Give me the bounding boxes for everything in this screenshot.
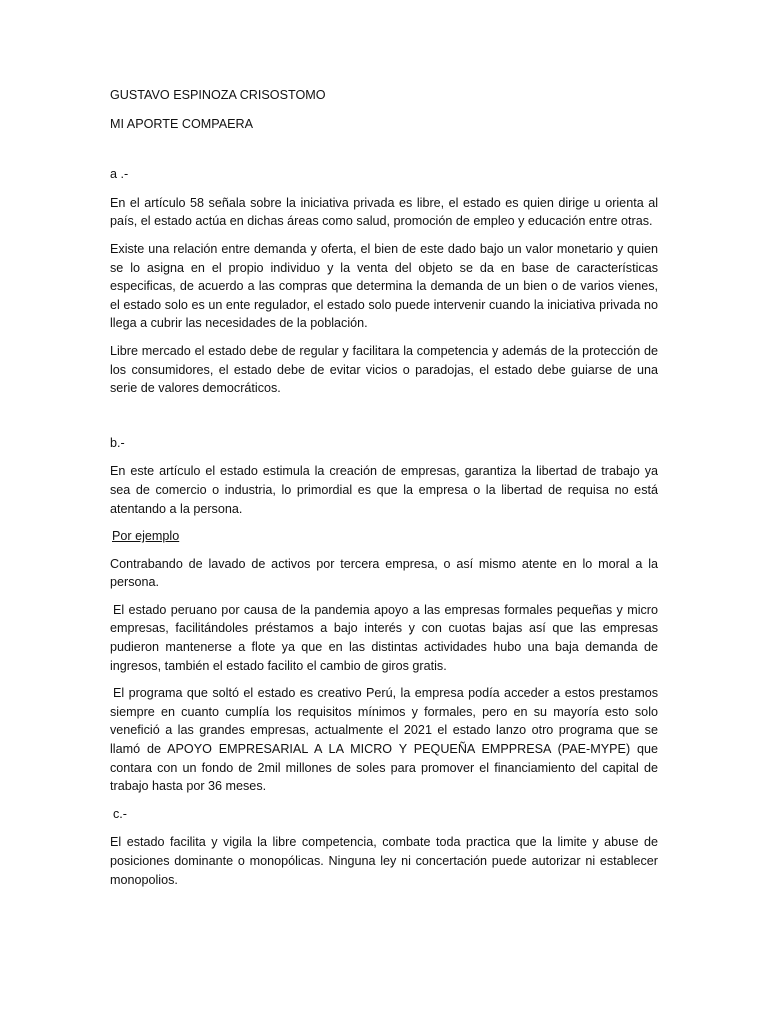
author-name: GUSTAVO ESPINOZA CRISOSTOMO: [110, 88, 326, 102]
section-b-paragraph-3: El programa que soltó el estado es creativo Perú, la empresa podía acceder a estos prestamos siempre en cuanto cumplía los requisitos mínimos y formales, pero en su mayoría esto solo venefició a las grandes empresas, actualmente el 2021 el estado lanzo otro programa que se llamó de APOYO EMPRESARIAL A LA MICRO Y PEQUEÑA EMPPRESA (PAE-MYPE) que contara con un fondo de 2mil millones de soles para promover el financiamiento del capital de trabajo hasta por 36 meses.: [110, 686, 658, 794]
section-b-intro: En este artículo el estado estimula la creación de empresas, garantiza la libertad de trabajo ya sea de comercio o industria, lo primordial es que la empresa o la libertad de requisa no está atentando a la persona.: [110, 464, 658, 516]
section-a-paragraph-1: En el artículo 58 señala sobre la iniciativa privada es libre, el estado es quien dirige u orienta al país, el estado actúa en dichas áreas como salud, promoción de empleo y educación entre otras.: [110, 195, 658, 229]
example-label: Por ejemplo: [112, 529, 180, 544]
section-a-label: a .-: [110, 167, 129, 182]
section-a-paragraph-2: Existe una relación entre demanda y oferta, el bien de este dado bajo un valor monetario y quien se lo asigna en el propio individuo y la venta del objeto se da en base de características especificas, de acuerdo a las compras que determina la demanda de un bien o de varios vienes, el estado solo es un ente regulador, el estado solo puede intervenir cuando la iniciativa privada no llega a cubrir las necesidades de la población.: [110, 241, 658, 331]
example-heading: [110, 527, 658, 546]
section-b-label: b.-: [110, 435, 125, 450]
section-a-paragraph-3: Libre mercado el estado debe de regular y facilitara la competencia y además de la protección de los consumidores, el estado debe de evitar vicios o paradojas, el estado debe guiarse de una serie de valores democráticos.: [110, 343, 658, 396]
section-c-label: c.-: [113, 806, 127, 821]
section-c-paragraph-1: El estado facilita y vigila la libre competencia, combate toda practica que la limite y abuse de posiciones dominante o monopólicas. Ninguna ley ni concertación puede autorizar ni establecer monopolios.: [110, 835, 658, 887]
section-b-paragraph-2: El estado peruano por causa de la pandemia apoyo a las empresas formales pequeñas y micro empresas, facilitándoles préstamos a bajo interés y con cuotas bajas así que las empresas pudieron mantenerse a flote ya que en las distintas actividades hubo una baja demanda de ingresos, también el estado facilito el cambio de giros gratis.: [110, 602, 658, 673]
document-page: [110, 86, 658, 889]
document-subject: MI APORTE COMPAERA: [110, 116, 253, 131]
section-b-paragraph-1: Contrabando de lavado de activos por tercera empresa, o así mismo atente en lo moral a la persona.: [110, 556, 658, 590]
